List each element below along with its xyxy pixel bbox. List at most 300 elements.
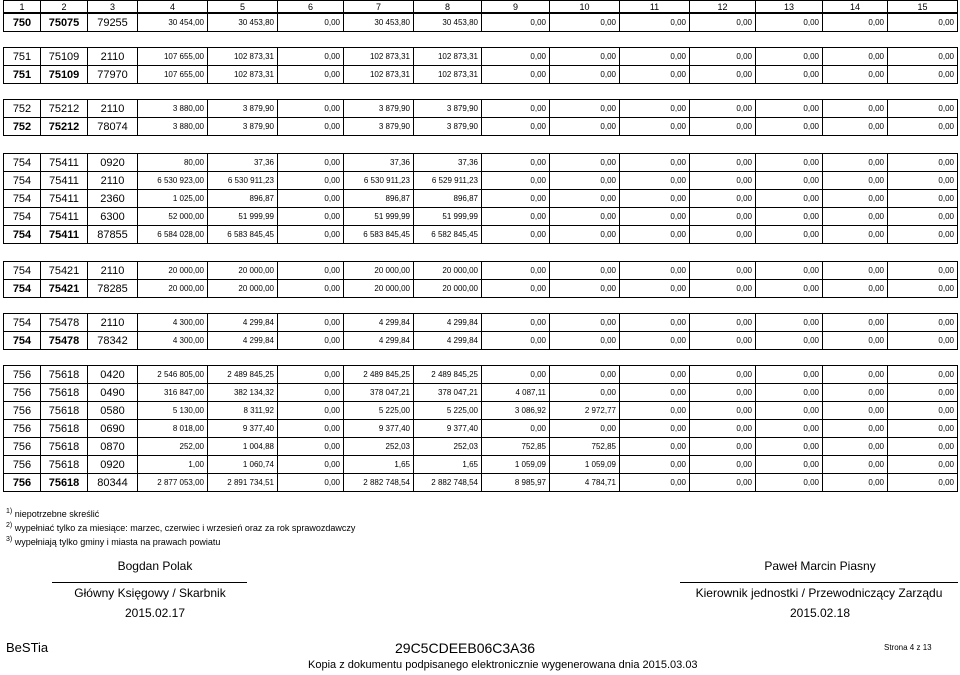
table-cell: 4 784,71 [550, 474, 620, 492]
table-cell: 20 000,00 [208, 262, 278, 280]
table-cell: 8 311,92 [208, 402, 278, 420]
table-cell: 0920 [88, 456, 138, 474]
table-cell: 0,00 [690, 48, 756, 66]
table-cell: 0,00 [278, 48, 344, 66]
table-cell: 2 489 845,25 [208, 366, 278, 384]
table-cell: 9 377,40 [414, 420, 482, 438]
table-cell: 0,00 [550, 420, 620, 438]
table-cell: 378 047,21 [414, 384, 482, 402]
table-cell: 0,00 [620, 314, 690, 332]
table-cell: 378 047,21 [344, 384, 414, 402]
table-cell: 20 000,00 [414, 262, 482, 280]
table-cell: 0,00 [690, 456, 756, 474]
table-cell: 0,00 [482, 262, 550, 280]
table-cell: 3 879,90 [344, 118, 414, 136]
table-cell: 0,00 [620, 402, 690, 420]
table-cell: 0,00 [550, 208, 620, 226]
table-cell: 78285 [88, 280, 138, 298]
table-cell: 75618 [41, 366, 88, 384]
table-cell: 2 882 748,54 [414, 474, 482, 492]
table-cell: 4 299,84 [344, 314, 414, 332]
footnote: $^{1)}$ niepotrzebne skreślić [6, 508, 100, 519]
table-cell: 0,00 [278, 366, 344, 384]
table-cell: 0,00 [620, 456, 690, 474]
table-cell: 4 087,11 [482, 384, 550, 402]
table-cell: 0,00 [823, 48, 888, 66]
table-cell: 0,00 [278, 402, 344, 420]
summary-row [4, 118, 958, 136]
table-cell: 0,00 [690, 66, 756, 84]
table-cell: 0,00 [550, 100, 620, 118]
table-cell: 0,00 [823, 172, 888, 190]
table-cell: 0,00 [278, 262, 344, 280]
table-cell: 0690 [88, 420, 138, 438]
table-cell: 1,65 [414, 456, 482, 474]
table-cell: 0,00 [823, 420, 888, 438]
table-cell: 756 [4, 456, 41, 474]
table-cell: 0,00 [620, 384, 690, 402]
table-cell: 2110 [88, 314, 138, 332]
table-cell: 78342 [88, 332, 138, 350]
table-cell: 75421 [41, 262, 88, 280]
report-group [3, 99, 958, 136]
table-cell: 4 299,84 [414, 332, 482, 350]
table-cell: 75411 [41, 226, 88, 244]
table-cell: 0,00 [888, 456, 958, 474]
table-cell: 0,00 [620, 100, 690, 118]
table-cell: 0,00 [620, 172, 690, 190]
table-cell: 0,00 [888, 226, 958, 244]
column-header-8: 8 [414, 1, 482, 13]
table-cell: 0,00 [888, 100, 958, 118]
table-cell: 2 489 845,25 [414, 366, 482, 384]
footer-document-code: 29C5CDEEB06C3A36 [395, 640, 536, 656]
table-cell: 0,00 [690, 262, 756, 280]
column-header-3: 3 [88, 1, 138, 13]
table-cell: 252,03 [414, 438, 482, 456]
column-header-6: 6 [278, 1, 344, 13]
summary-row [4, 14, 958, 32]
table-cell: 75109 [41, 48, 88, 66]
table-cell: 3 879,90 [344, 100, 414, 118]
table-cell: 0,00 [690, 118, 756, 136]
summary-row [4, 332, 958, 350]
table-cell: 20 000,00 [138, 280, 208, 298]
table-cell: 51 999,99 [208, 208, 278, 226]
table-cell: 6300 [88, 208, 138, 226]
table-cell: 0,00 [690, 366, 756, 384]
table-cell: 0,00 [756, 190, 823, 208]
table-cell: 9 377,40 [344, 420, 414, 438]
table-cell: 0,00 [888, 48, 958, 66]
table-cell: 0,00 [823, 14, 888, 32]
table-cell: 75618 [41, 438, 88, 456]
table-cell: 0,00 [888, 384, 958, 402]
table-cell: 0,00 [482, 226, 550, 244]
table-cell: 0,00 [823, 366, 888, 384]
table-cell: 2 972,77 [550, 402, 620, 420]
table-cell: 51 999,99 [344, 208, 414, 226]
table-cell: 0,00 [482, 66, 550, 84]
summary-row [4, 226, 958, 244]
table-cell: 0,00 [620, 332, 690, 350]
table-cell: 0,00 [278, 14, 344, 32]
table-cell: 754 [4, 172, 41, 190]
table-cell: 0,00 [550, 384, 620, 402]
table-cell: 102 873,31 [414, 66, 482, 84]
table-cell: 0,00 [482, 100, 550, 118]
table-cell: 8 018,00 [138, 420, 208, 438]
table-cell: 0,00 [278, 118, 344, 136]
table-row [4, 262, 958, 280]
signature-line-left [52, 582, 247, 583]
table-cell: 3 879,90 [414, 118, 482, 136]
table-cell: 754 [4, 262, 41, 280]
report-group [3, 153, 958, 244]
table-cell: 0,00 [620, 474, 690, 492]
table-cell: 0,00 [756, 384, 823, 402]
table-cell: 754 [4, 208, 41, 226]
table-cell: 0490 [88, 384, 138, 402]
table-cell: 0,00 [888, 190, 958, 208]
table-cell: 30 453,80 [344, 14, 414, 32]
table-cell: 0,00 [620, 262, 690, 280]
table-cell: 0,00 [690, 172, 756, 190]
table-cell: 4 299,84 [344, 332, 414, 350]
table-cell: 20 000,00 [414, 280, 482, 298]
table-cell: 6 529 911,23 [414, 172, 482, 190]
table-cell: 5 130,00 [138, 402, 208, 420]
table-cell: 1,00 [138, 456, 208, 474]
table-cell: 896,87 [414, 190, 482, 208]
table-cell: 20 000,00 [344, 280, 414, 298]
column-header-7: 7 [344, 1, 414, 13]
table-cell: 6 530 923,00 [138, 172, 208, 190]
table-cell: 0,00 [756, 100, 823, 118]
table-row [4, 172, 958, 190]
table-cell: 382 134,32 [208, 384, 278, 402]
table-cell: 3 879,90 [208, 118, 278, 136]
table-row [4, 190, 958, 208]
table-cell: 0,00 [823, 474, 888, 492]
report-group [3, 47, 958, 84]
table-cell: 0,00 [278, 332, 344, 350]
table-cell: 0,00 [278, 226, 344, 244]
table-cell: 0,00 [620, 226, 690, 244]
table-cell: 37,36 [414, 154, 482, 172]
table-cell: 102 873,31 [414, 48, 482, 66]
table-cell: 37,36 [344, 154, 414, 172]
table-cell: 107 655,00 [138, 66, 208, 84]
table-cell: 0,00 [888, 66, 958, 84]
table-cell: 80,00 [138, 154, 208, 172]
table-cell: 0,00 [756, 172, 823, 190]
table-cell: 756 [4, 420, 41, 438]
table-cell: 0,00 [756, 280, 823, 298]
table-cell: 0,00 [482, 332, 550, 350]
column-header-5: 5 [208, 1, 278, 13]
table-cell: 0,00 [888, 154, 958, 172]
table-cell: 75618 [41, 384, 88, 402]
table-cell: 0,00 [823, 438, 888, 456]
table-cell: 2 489 845,25 [344, 366, 414, 384]
table-cell: 2110 [88, 172, 138, 190]
signer-right-date: 2015.02.18 [789, 606, 851, 620]
summary-row [4, 280, 958, 298]
table-cell: 0,00 [550, 314, 620, 332]
table-cell: 751 [4, 48, 41, 66]
table-cell: 0,00 [823, 118, 888, 136]
table-cell: 0,00 [888, 172, 958, 190]
table-cell: 1,65 [344, 456, 414, 474]
table-row [4, 420, 958, 438]
table-cell: 3 880,00 [138, 100, 208, 118]
table-row [4, 154, 958, 172]
table-cell: 0,00 [620, 66, 690, 84]
table-cell: 75212 [41, 100, 88, 118]
table-cell: 751 [4, 66, 41, 84]
table-cell: 6 530 911,23 [208, 172, 278, 190]
signer-left-name: Bogdan Polak [117, 559, 193, 573]
column-header-4: 4 [138, 1, 208, 13]
table-cell: 2 882 748,54 [344, 474, 414, 492]
table-cell: 0,00 [278, 314, 344, 332]
table-cell: 0,00 [620, 208, 690, 226]
summary-row [4, 66, 958, 84]
table-cell: 0,00 [550, 172, 620, 190]
table-cell: 0,00 [888, 366, 958, 384]
table-cell: 0,00 [888, 332, 958, 350]
table-cell: 75411 [41, 190, 88, 208]
footer-copy-note: Kopia z dokumentu podpisanego elektronicznie wygenerowana dnia 2015.03.03 [308, 659, 698, 671]
table-cell: 0,00 [690, 332, 756, 350]
table-cell: 0,00 [620, 48, 690, 66]
table-cell: 0,00 [482, 172, 550, 190]
table-cell: 0,00 [823, 190, 888, 208]
table-cell: 0,00 [690, 100, 756, 118]
table-cell: 4 300,00 [138, 332, 208, 350]
report-group [3, 13, 958, 32]
table-cell: 756 [4, 474, 41, 492]
table-cell: 0,00 [823, 66, 888, 84]
table-cell: 754 [4, 190, 41, 208]
table-cell: 20 000,00 [344, 262, 414, 280]
table-cell: 4 300,00 [138, 314, 208, 332]
table-cell: 0,00 [823, 208, 888, 226]
table-cell: 0,00 [756, 314, 823, 332]
table-cell: 75411 [41, 208, 88, 226]
table-cell: 77970 [88, 66, 138, 84]
table-cell: 754 [4, 314, 41, 332]
table-cell: 9 377,40 [208, 420, 278, 438]
table-cell: 20 000,00 [208, 280, 278, 298]
table-cell: 316 847,00 [138, 384, 208, 402]
table-cell: 252,03 [344, 438, 414, 456]
signer-left-role: Główny Księgowy / Skarbnik [74, 586, 226, 600]
table-cell: 0,00 [823, 402, 888, 420]
table-cell: 75618 [41, 456, 88, 474]
table-cell: 0,00 [756, 438, 823, 456]
signer-right-role: Kierownik jednostki / Przewodniczący Zarządu [695, 586, 943, 600]
report-group [3, 261, 958, 298]
table-cell: 0,00 [888, 474, 958, 492]
signature-line-right [680, 582, 958, 583]
table-cell: 754 [4, 226, 41, 244]
table-cell: 75478 [41, 314, 88, 332]
table-cell: 2110 [88, 100, 138, 118]
table-cell: 102 873,31 [344, 48, 414, 66]
table-cell: 0420 [88, 366, 138, 384]
table-cell: 0920 [88, 154, 138, 172]
table-cell: 0,00 [550, 280, 620, 298]
footer-page-number: Strona 4 z 13 [884, 643, 932, 652]
table-cell: 102 873,31 [344, 66, 414, 84]
table-cell: 0,00 [550, 154, 620, 172]
table-cell: 1 060,74 [208, 456, 278, 474]
header-table [3, 0, 958, 13]
table-row [4, 402, 958, 420]
table-cell: 0,00 [278, 384, 344, 402]
table-cell: 20 000,00 [138, 262, 208, 280]
signer-right-name: Paweł Marcin Piasny [764, 559, 876, 573]
table-cell: 754 [4, 332, 41, 350]
table-cell: 756 [4, 438, 41, 456]
table-cell: 252,00 [138, 438, 208, 456]
table-cell: 0,00 [888, 314, 958, 332]
table-cell: 75618 [41, 420, 88, 438]
signer-left-date: 2015.02.17 [124, 606, 186, 620]
table-cell: 0,00 [482, 314, 550, 332]
table-cell: 0,00 [690, 438, 756, 456]
table-cell: 0,00 [620, 438, 690, 456]
table-row [4, 438, 958, 456]
table-cell: 107 655,00 [138, 48, 208, 66]
table-cell: 0,00 [482, 420, 550, 438]
table-cell: 0,00 [482, 14, 550, 32]
table-cell: 75109 [41, 66, 88, 84]
table-cell: 1 059,09 [550, 456, 620, 474]
table-cell: 2110 [88, 48, 138, 66]
table-cell: 0,00 [690, 154, 756, 172]
column-header-12: 12 [690, 1, 756, 13]
footnote: $^{2)}$ wypełniać tylko za miesiące: marzec, czerwiec i wrzesień oraz za rok sprawozdawczy [6, 522, 356, 533]
table-cell: 78074 [88, 118, 138, 136]
table-cell: 6 530 911,23 [344, 172, 414, 190]
table-cell: 0,00 [690, 474, 756, 492]
table-cell: 0,00 [278, 172, 344, 190]
table-cell: 752,85 [482, 438, 550, 456]
column-header-15: 15 [888, 1, 958, 13]
table-cell: 0,00 [756, 226, 823, 244]
table-cell: 0,00 [823, 262, 888, 280]
table-cell: 75075 [41, 14, 88, 32]
table-cell: 0,00 [482, 118, 550, 136]
table-cell: 0,00 [278, 66, 344, 84]
table-cell: 0,00 [550, 262, 620, 280]
table-cell: 0,00 [756, 456, 823, 474]
table-cell: 752,85 [550, 438, 620, 456]
table-cell: 0,00 [690, 384, 756, 402]
table-cell: 2360 [88, 190, 138, 208]
table-cell: 0,00 [550, 366, 620, 384]
table-cell: 756 [4, 366, 41, 384]
column-header-2: 2 [41, 1, 88, 13]
table-cell: 0,00 [823, 384, 888, 402]
table-row [4, 208, 958, 226]
table-cell: 0,00 [620, 280, 690, 298]
table-cell: 754 [4, 280, 41, 298]
table-cell: 79255 [88, 14, 138, 32]
table-cell: 0,00 [482, 208, 550, 226]
table-cell: 754 [4, 154, 41, 172]
table-cell: 0,00 [888, 280, 958, 298]
table-cell: 2110 [88, 262, 138, 280]
table-cell: 0,00 [823, 226, 888, 244]
table-cell: 0,00 [620, 154, 690, 172]
table-cell: 0,00 [690, 402, 756, 420]
table-cell: 0580 [88, 402, 138, 420]
table-cell: 2 546 805,00 [138, 366, 208, 384]
column-header-14: 14 [823, 1, 888, 13]
table-cell: 80344 [88, 474, 138, 492]
table-cell: 1 059,09 [482, 456, 550, 474]
table-cell: 0,00 [278, 208, 344, 226]
table-row [4, 366, 958, 384]
table-cell: 37,36 [208, 154, 278, 172]
table-cell: 3 879,90 [208, 100, 278, 118]
table-cell: 0,00 [550, 332, 620, 350]
table-cell: 896,87 [208, 190, 278, 208]
table-cell: 0,00 [823, 456, 888, 474]
table-cell: 75478 [41, 332, 88, 350]
table-cell: 0,00 [888, 208, 958, 226]
table-cell: 102 873,31 [208, 66, 278, 84]
table-cell: 0,00 [620, 420, 690, 438]
table-cell: 0,00 [690, 14, 756, 32]
table-cell: 0,00 [756, 66, 823, 84]
table-cell: 0,00 [550, 66, 620, 84]
column-header-1: 1 [4, 1, 41, 13]
table-cell: 0,00 [888, 118, 958, 136]
footnotes [6, 506, 355, 548]
table-cell: 756 [4, 384, 41, 402]
table-cell: 0,00 [823, 100, 888, 118]
table-cell: 0,00 [756, 262, 823, 280]
table-cell: 0,00 [823, 332, 888, 350]
table-cell: 0,00 [620, 366, 690, 384]
table-cell: 8 985,97 [482, 474, 550, 492]
table-cell: 6 582 845,45 [414, 226, 482, 244]
table-cell: 75421 [41, 280, 88, 298]
table-row [4, 384, 958, 402]
table-cell: 0,00 [823, 154, 888, 172]
table-cell: 0,00 [888, 262, 958, 280]
table-cell: 0,00 [278, 438, 344, 456]
table-cell: 750 [4, 14, 41, 32]
table-row [4, 100, 958, 118]
table-cell: 0,00 [482, 366, 550, 384]
table-cell: 2 877 053,00 [138, 474, 208, 492]
table-cell: 0,00 [756, 154, 823, 172]
table-cell: 0,00 [690, 280, 756, 298]
report-group [3, 313, 958, 350]
table-cell: 75618 [41, 474, 88, 492]
table-cell: 0,00 [482, 190, 550, 208]
table-cell: 896,87 [344, 190, 414, 208]
table-cell: 30 453,80 [208, 14, 278, 32]
table-cell: 0,00 [278, 100, 344, 118]
table-cell: 0,00 [756, 474, 823, 492]
